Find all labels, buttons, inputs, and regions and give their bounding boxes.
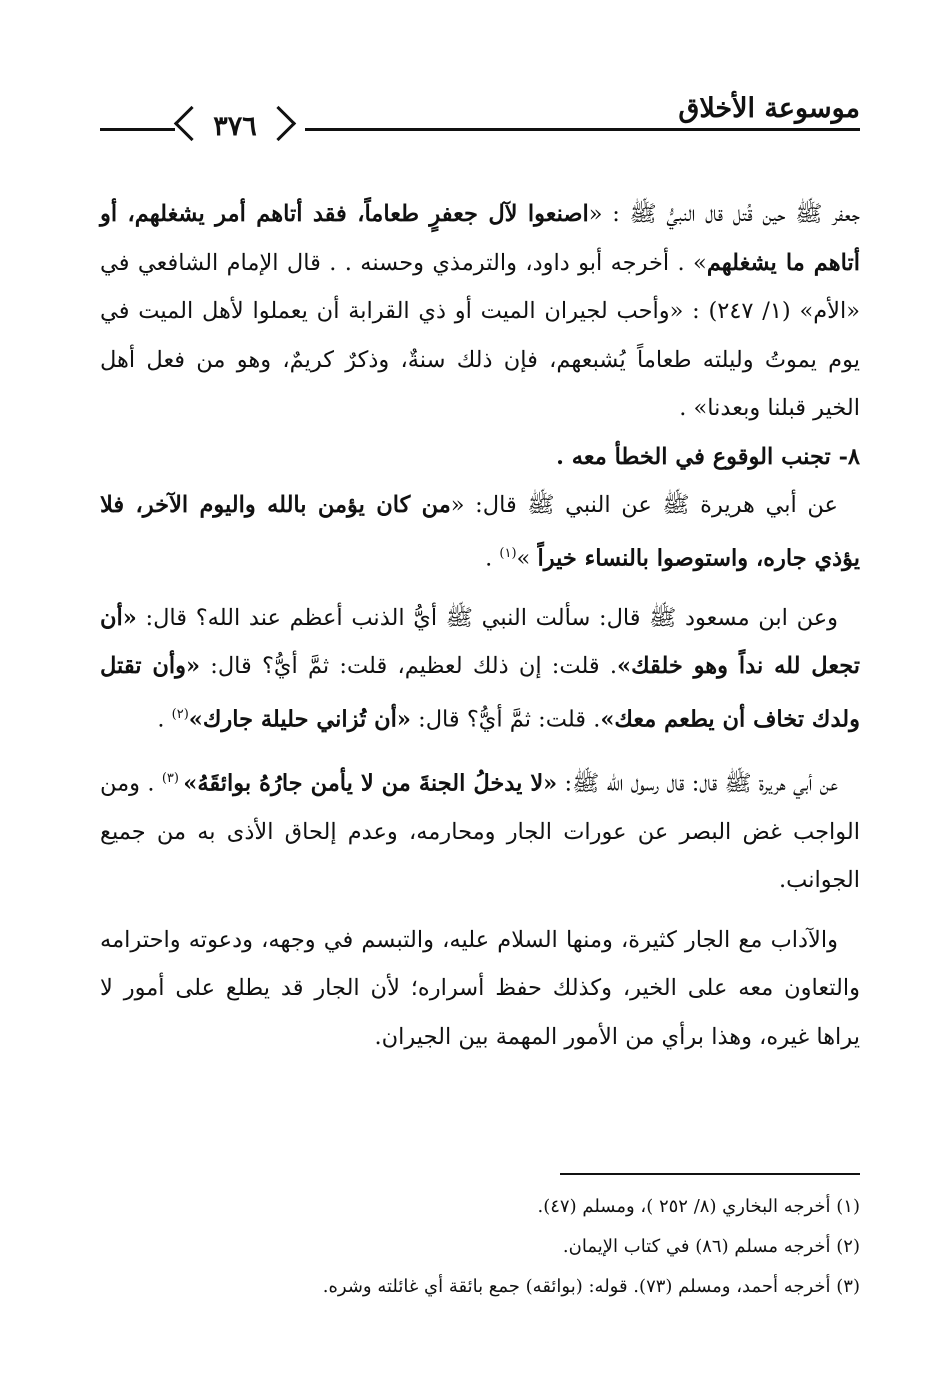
hadith-quote: «أن تجعل لله نداً وهو خلقك» <box>100 604 860 679</box>
hadith-quote: من كان يؤمن بالله واليوم الآخر، فلا يؤذي جاره، واستوصوا بالنساء خيراً <box>100 492 860 571</box>
footnote-ref: (١) <box>499 545 517 561</box>
footnote-ref: (٣) <box>161 770 184 786</box>
hadith-quote: «أن تُزاني حليلة جارك» <box>188 706 411 732</box>
header-rule-left <box>100 128 175 131</box>
book-title: موسوعة الأخلاق <box>678 93 860 124</box>
text-run: . ومن الواجب غض البصر عن عورات الجار ومحارمه، وعدم إلحاق الأذى به من جميع الجوانب. <box>100 770 860 893</box>
header-rule <box>305 128 860 131</box>
page-body <box>100 190 860 1061</box>
text-run: جعفر ﷺ حين قُتل قال النبيُّ ﷺ : « <box>588 201 860 227</box>
text-run: وعن ابن مسعود ﷺ قال: سألت النبي ﷺ أيُّ الذنب أعظم عند الله؟ قال: <box>145 604 838 631</box>
text-run: » . أخرجه أبو داود، والترمذي وحسنه . . قال الإمام الشافعي في «الأم» (١/ ٢٤٧) : «وأحب لجيران الميت أو ذي القرابة أن يعملوا لأهل الميت في يوم يموتُ وليلته طعاماً يُشبعهم، فإن ذلك سنةٌ، وذكرٌ كريمٌ، وهو من فعل أهل الخير قبلنا وبعدنا» . <box>100 249 860 421</box>
text-run: . قلت: إن ذلك لعظيم، قلت: ثمَّ أيُّ؟ قال: <box>210 653 618 679</box>
paragraph-4 <box>100 755 860 905</box>
footnotes <box>100 1175 860 1307</box>
paragraph-1 <box>100 190 860 433</box>
section-heading: ٨- تجنب الوقوع في الخطأ معه . <box>556 443 860 470</box>
footnote-3: (٣) أخرجه أحمد، ومسلم (٧٣). قوله: (بوائقه) جمع بائقة أي غائلته وشره. <box>322 1276 860 1297</box>
text-run: عن أبي هريرة ﷺ قال: قال رسول الله ﷺ: <box>557 770 838 796</box>
hadith-quote: «وأن تقتل ولدك تخاف أن يطعم معك» <box>100 653 860 732</box>
page-header <box>100 85 860 145</box>
paragraph-2 <box>100 481 860 583</box>
text-run: » <box>516 545 538 571</box>
text-run: . <box>485 545 500 571</box>
hadith-quote: «لا يدخلُ الجنةَ من لا يأمن جارُهُ بوائقَهُ» <box>183 770 558 796</box>
footnote-ref: (٢) <box>171 706 189 722</box>
footnote-2: (٢) أخرجه مسلم (٨٦) في كتاب الإيمان. <box>562 1236 860 1257</box>
footnote-rule <box>560 1173 860 1175</box>
footnote-1: (١) أخرجه البخاري (٨/ ٢٥٢ )، ومسلم (٤٧). <box>537 1196 860 1217</box>
hadith-quote: اصنعوا لآل جعفرٍ طعاماً، فقد أتاهم أمر يشغلهم، أو أتاهم ما يشغلهم <box>100 201 860 276</box>
text-run: . قلت: ثمَّ أيُّ؟ قال: <box>418 706 601 732</box>
text-run: . <box>157 706 172 732</box>
text-run: عن أبي هريرة ﷺ عن النبي ﷺ قال: « <box>450 492 838 518</box>
paragraph-5: والآداب مع الجار كثيرة، ومنها السلام عليه، والتبسم في وجهه، ودعوته واحترامه والتعاون معه على الخير، وكذلك حفظ أسراره؛ لأن الجار قد يطلع على أمور لا يراها غيره، وهذا برأي من الأمور المهمة بين الجيران. <box>100 926 860 1050</box>
paragraph-3 <box>100 594 860 744</box>
page-number: ٣٧٦ <box>185 107 285 147</box>
